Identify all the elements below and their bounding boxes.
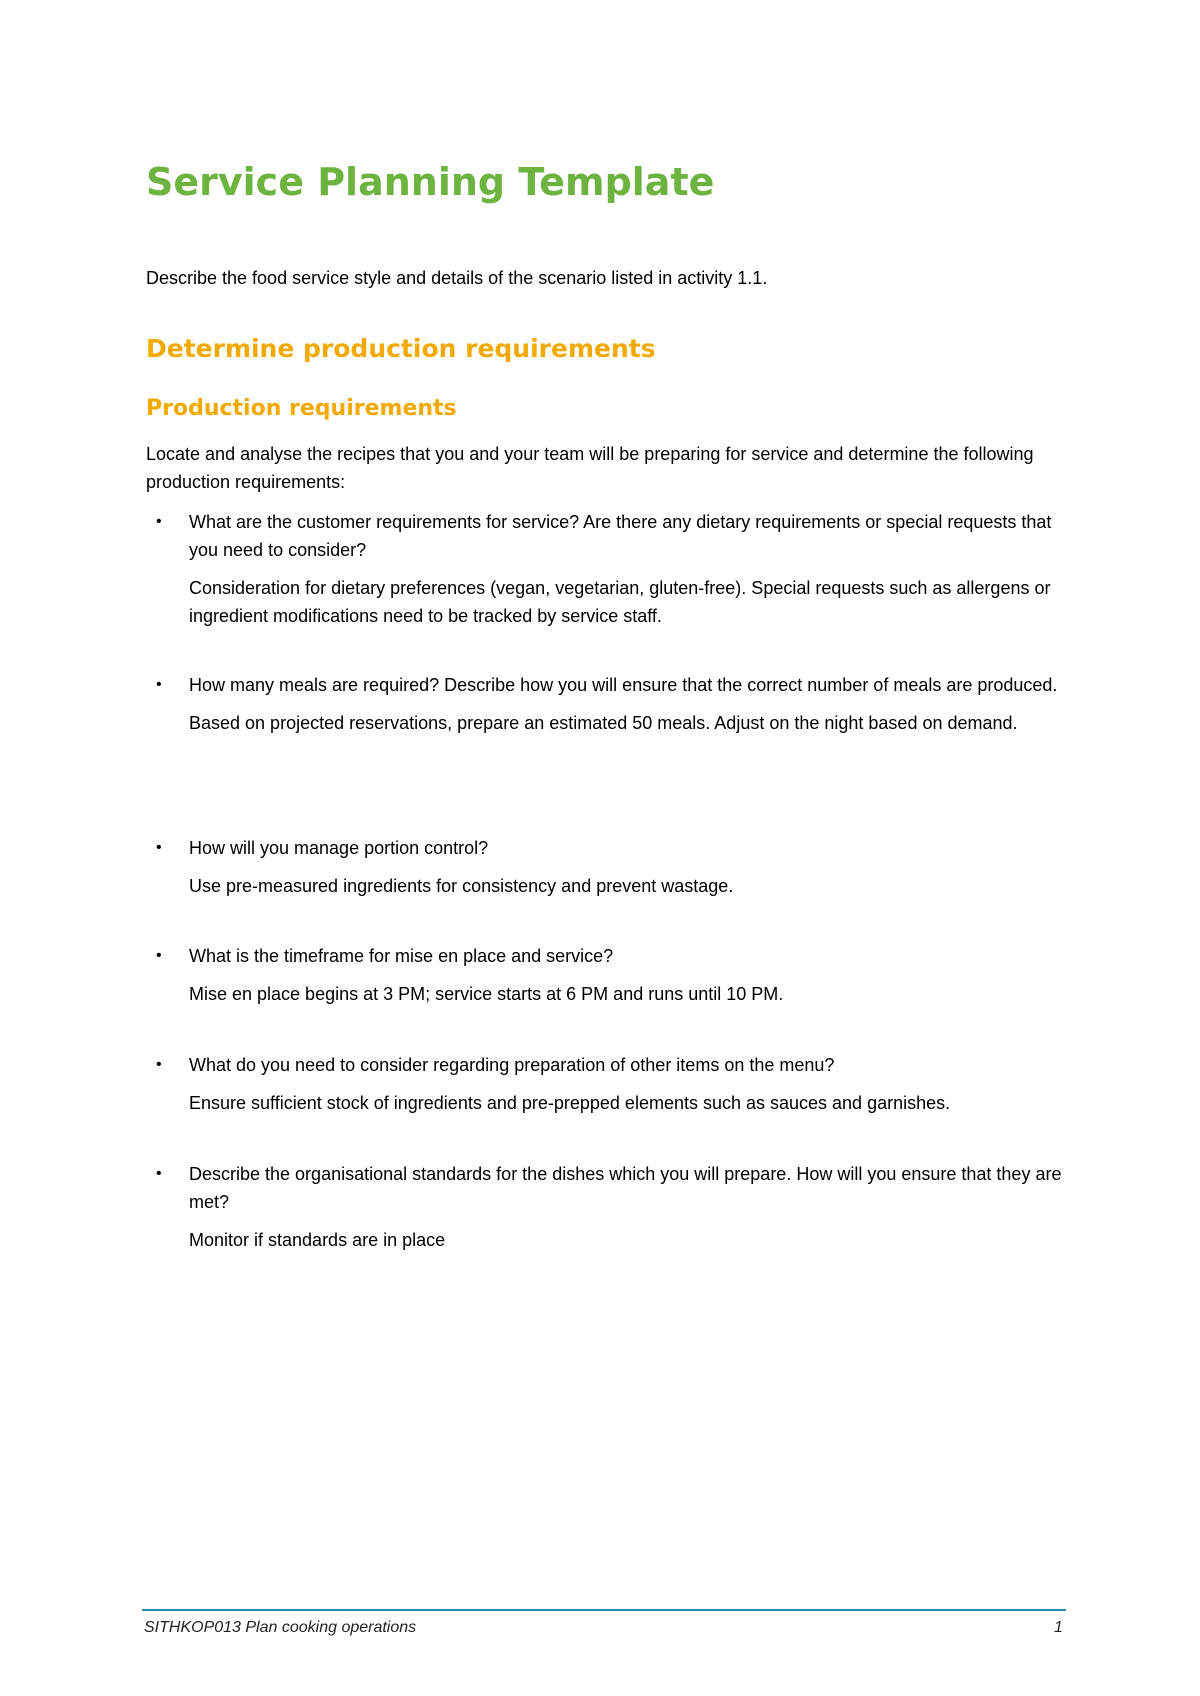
answer-text: Based on projected reservations, prepare an estimated 50 meals. Adjust on the night based on demand. xyxy=(189,713,1018,733)
question-text: Describe the organisational standards for the dishes which you will prepare. How will you ensure that they are met? xyxy=(189,1164,1062,1212)
bullet-icon: • xyxy=(156,676,162,693)
answer-text: Mise en place begins at 3 PM; service starts at 6 PM and runs until 10 PM. xyxy=(189,984,784,1004)
list-item xyxy=(146,671,1066,834)
lead-paragraph: Locate and analyse the recipes that you and your team will be preparing for service and determine the following production requirements: xyxy=(146,444,1034,492)
question-text: How will you manage portion control? xyxy=(189,838,489,858)
list-item xyxy=(146,1051,1066,1160)
question-text: What is the timeframe for mise en place and service? xyxy=(189,946,614,966)
bullet-icon: • xyxy=(156,513,162,530)
question-text: How many meals are required? Describe how you will ensure that the correct number of meals are produced. xyxy=(189,675,1058,695)
answer-text: Consideration for dietary preferences (vegan, vegetarian, gluten-free). Special requests such as allergens or ingredient modifications need to be tracked by service staff. xyxy=(189,578,1051,626)
page-title: Service Planning Template xyxy=(146,160,715,204)
bullet-icon: • xyxy=(156,947,162,964)
requirements-list xyxy=(146,508,1066,1254)
question-text: What do you need to consider regarding preparation of other items on the menu? xyxy=(189,1055,835,1075)
bullet-icon: • xyxy=(156,1165,162,1182)
footer-rule xyxy=(142,1609,1066,1611)
answer-text: Ensure sufficient stock of ingredients and pre-prepped elements such as sauces and garnishes. xyxy=(189,1093,951,1113)
bullet-icon: • xyxy=(156,1056,162,1073)
footer-page-number: 1 xyxy=(1054,1619,1063,1636)
question-text: What are the customer requirements for service? Are there any dietary requirements or special requests that you need to consider? xyxy=(189,512,1052,560)
subsection-heading: Production requirements xyxy=(146,396,457,421)
list-item xyxy=(146,942,1066,1051)
footer-unit-title: SITHKOP013 Plan cooking operations xyxy=(144,1619,417,1636)
list-item xyxy=(146,508,1066,671)
answer-text: Use pre-measured ingredients for consistency and prevent wastage. xyxy=(189,876,734,896)
list-item xyxy=(146,834,1066,942)
intro-text: Describe the food service style and details of the scenario listed in activity 1.1. xyxy=(146,268,768,288)
answer-text: Monitor if standards are in place xyxy=(189,1230,446,1250)
list-item xyxy=(146,1160,1066,1254)
section-heading: Determine production requirements xyxy=(146,334,656,363)
bullet-icon: • xyxy=(156,839,162,856)
